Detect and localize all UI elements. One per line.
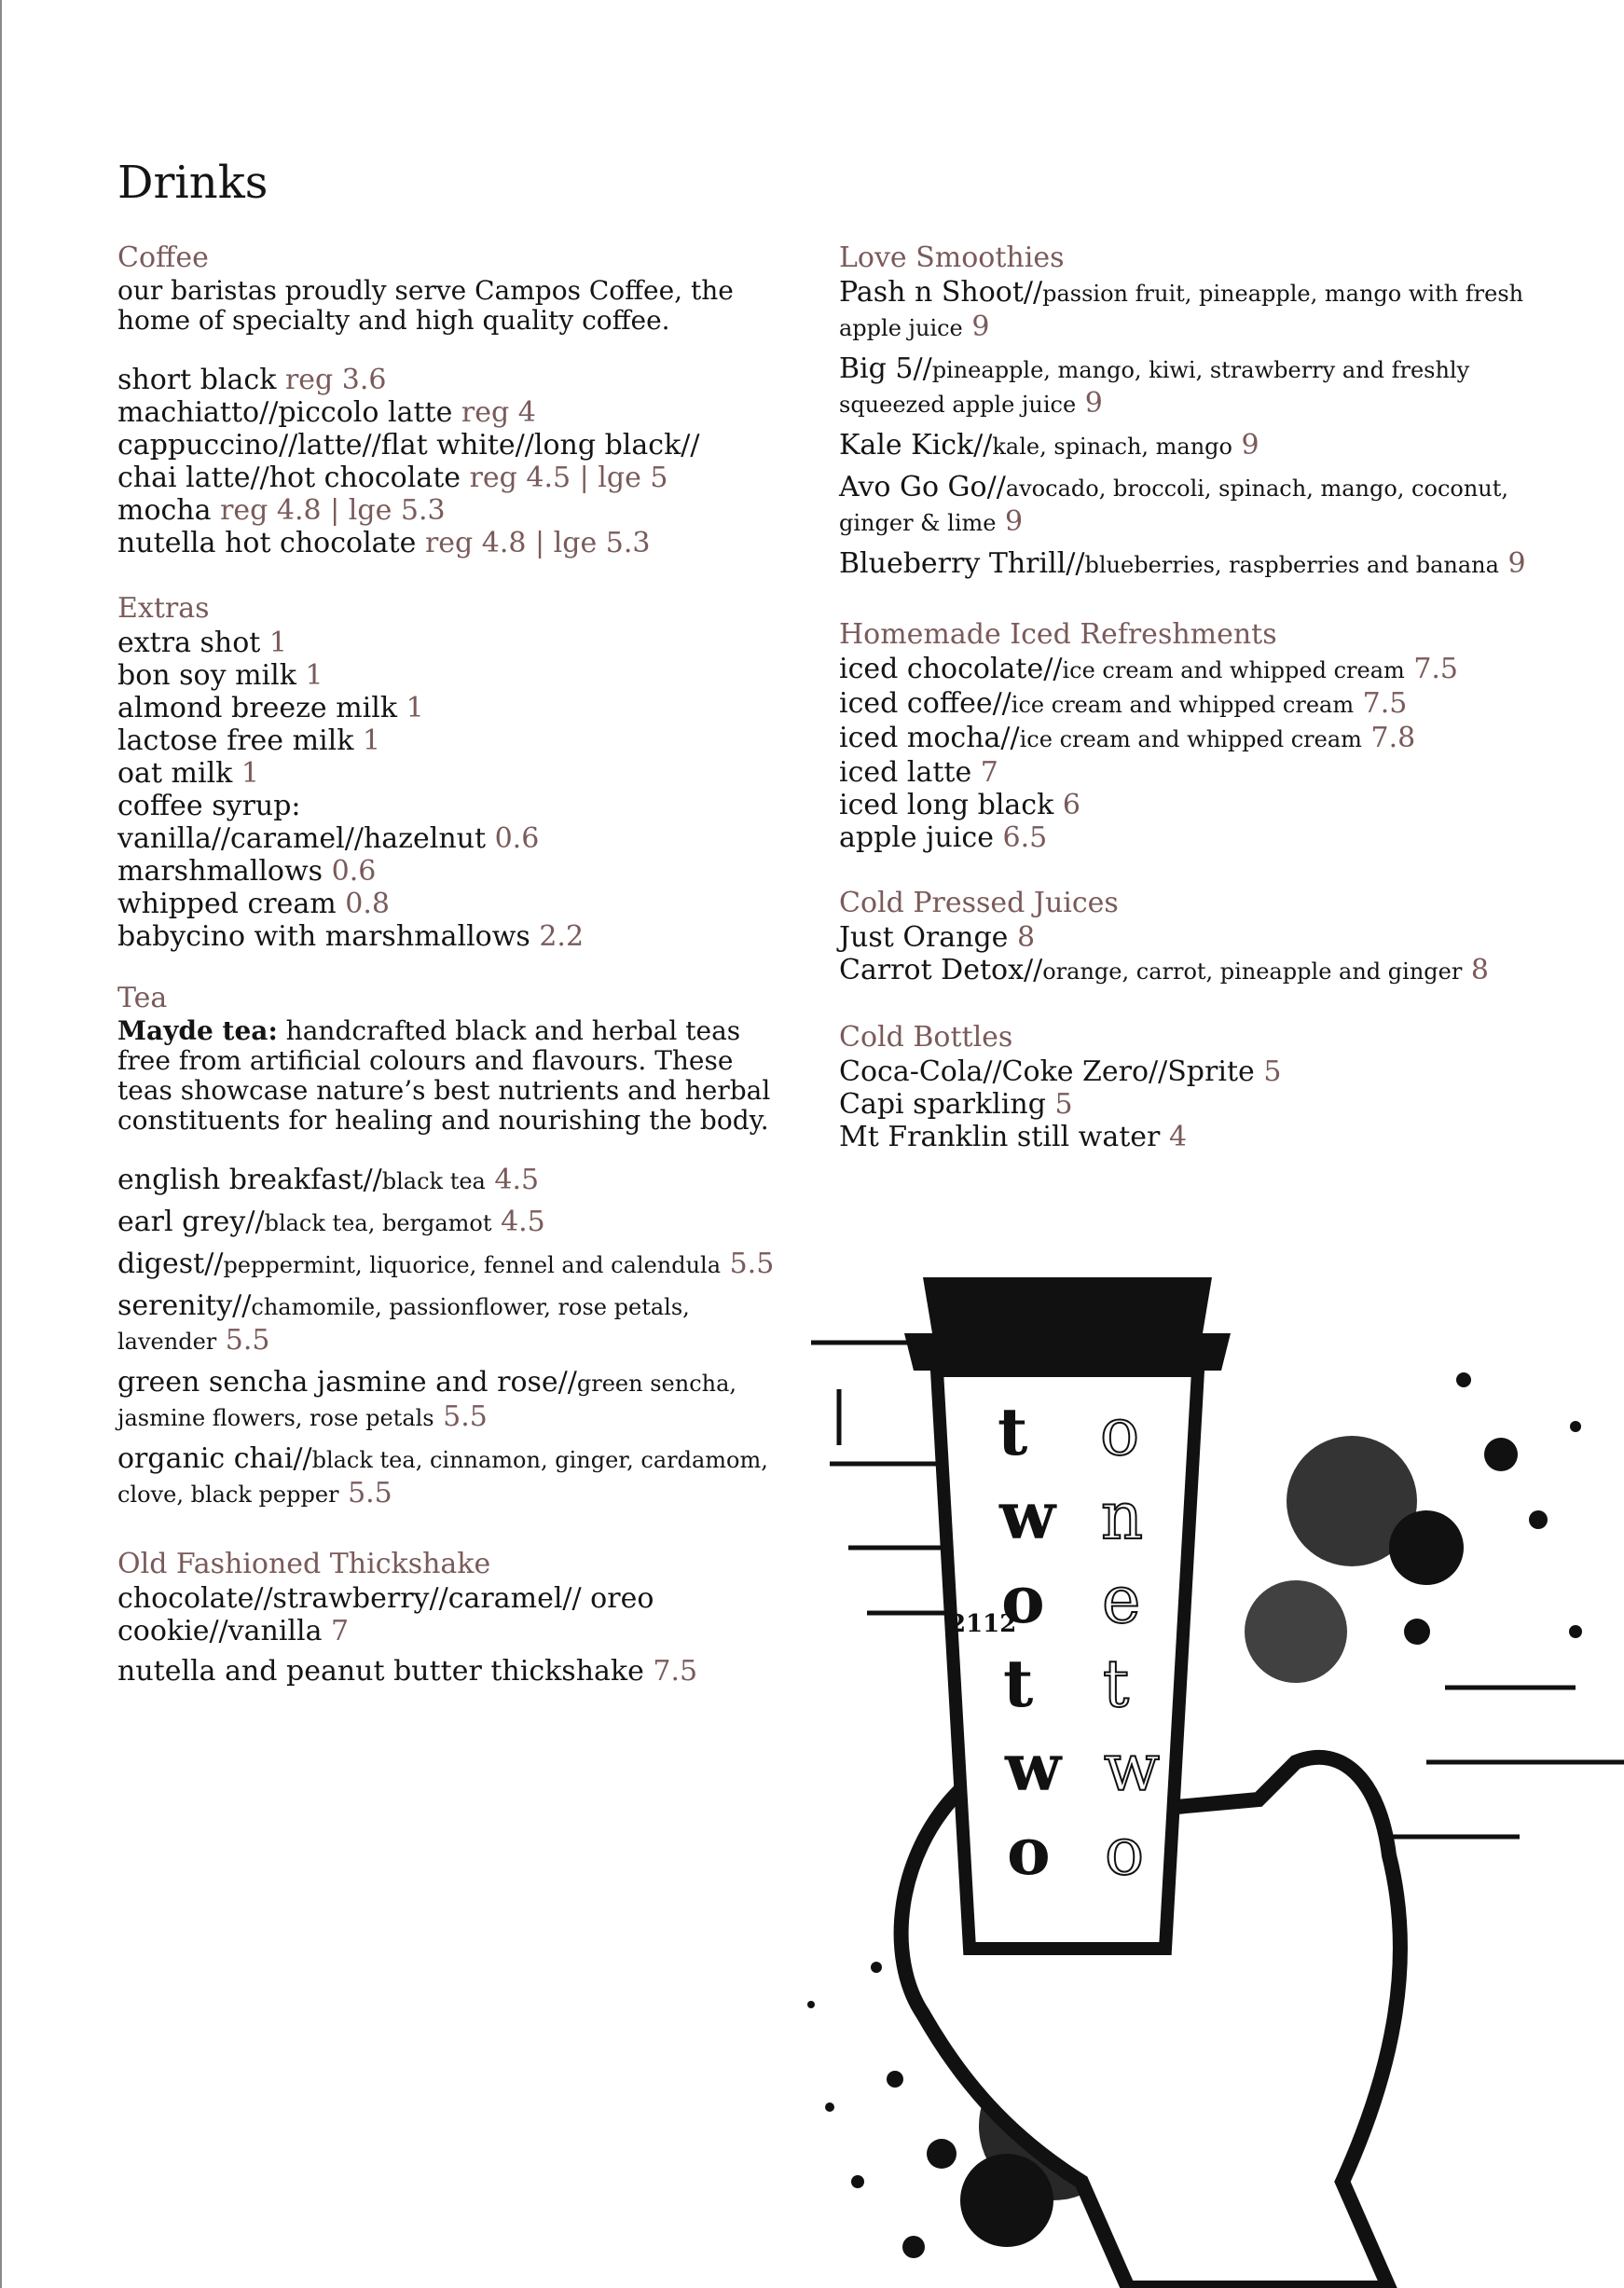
item-name: whipped cream: [117, 888, 337, 920]
menu-item: [839, 821, 1529, 854]
item-name: Just Orange: [839, 921, 1009, 954]
item-price: 2.2: [539, 920, 585, 953]
menu-item: [117, 888, 789, 920]
item-name: Carrot Detox//: [839, 954, 1043, 986]
item-description: black tea: [381, 1168, 486, 1194]
item-name: extra shot: [117, 627, 261, 659]
item-price: 7.5: [1413, 653, 1459, 685]
menu-item: [839, 954, 1529, 988]
coffee-list: [117, 364, 789, 559]
item-name: babycino with marshmallows: [117, 920, 530, 953]
menu-item: [117, 1655, 789, 1688]
item-name: bon soy milk: [117, 659, 296, 692]
item-price: 4: [1168, 1121, 1188, 1153]
tea-section: [117, 981, 789, 1511]
menu-item: [117, 1164, 789, 1198]
item-price: reg 3.6: [284, 364, 387, 396]
cup-letter: o: [1007, 1812, 1051, 1890]
menu-item: [117, 364, 789, 396]
item-price: 7.5: [1362, 687, 1408, 720]
coffee-section: [117, 241, 789, 559]
item-name: iced coffee//: [839, 687, 1012, 720]
menu-item: [839, 921, 1529, 954]
menu-item: [117, 724, 789, 757]
item-description: ice cream and whipped cream: [1019, 726, 1362, 752]
section-title: Coffee: [117, 241, 209, 274]
section-title: Love Smoothies: [839, 241, 1065, 274]
item-name: mocha: [117, 494, 212, 527]
item-name: apple juice: [839, 821, 994, 854]
item-price: 0.6: [494, 822, 540, 855]
item-price: 7.8: [1370, 722, 1416, 754]
extras-section: [117, 591, 789, 953]
item-price: reg 4.5 | lge 5: [469, 462, 668, 494]
item-price: 7: [331, 1615, 350, 1647]
menu-item: [117, 527, 789, 559]
item-name: lactose free milk: [117, 724, 354, 757]
menu-item: [117, 627, 789, 659]
section-title: Extras: [117, 592, 210, 625]
cup-badge: 2112: [949, 1610, 1017, 1638]
thickshake-section: [117, 1547, 789, 1688]
tea-intro-text: handcrafted black and herbal teas free from artificial colours and flavours. These teas showcase nature’s best nutrients and herbal constituents for healing and nourishing the body.: [117, 1015, 771, 1136]
item-name: Coca-Cola//Coke Zero//Sprite: [839, 1055, 1255, 1088]
tea-list: [117, 1164, 789, 1511]
item-description: kale, spinach, mango: [992, 434, 1232, 460]
item-price: 9: [971, 310, 990, 343]
item-name: almond breeze milk: [117, 692, 398, 724]
item-price: 5: [1054, 1088, 1073, 1121]
item-name: Mt Franklin still water: [839, 1121, 1161, 1153]
coffee-intro: our baristas proudly serve Campos Coffee, the home of specialty and high quality coffee.: [117, 275, 734, 336]
item-price: 9: [1084, 387, 1103, 420]
item-description: blueberries, raspberries and banana: [1084, 552, 1499, 578]
item-name: nutella hot chocolate: [117, 527, 417, 559]
left-column: [117, 241, 789, 1695]
section-title: Cold Pressed Juices: [839, 887, 1119, 919]
section-title: Cold Bottles: [839, 1021, 1013, 1054]
item-description: black tea, cinnamon, ginger, cardamom, clove, black pepper: [117, 1447, 768, 1508]
menu-item: [117, 1366, 789, 1435]
item-name: Kale Kick//: [839, 429, 993, 462]
menu-item: [117, 920, 789, 953]
menu-item: [117, 396, 789, 429]
menu-item: [839, 789, 1529, 821]
item-price: reg 4.8 | lge 5.3: [424, 527, 651, 559]
item-name: machiatto//piccolo latte: [117, 396, 453, 429]
item-price: 5.5: [443, 1400, 488, 1433]
cup-letter: t: [998, 1393, 1028, 1470]
item-price: 1: [362, 724, 381, 757]
item-name: coffee syrup:: [117, 790, 301, 822]
cup-letter: e: [1102, 1562, 1141, 1638]
item-name: Blueberry Thrill//: [839, 547, 1085, 580]
menu-item: [117, 822, 789, 855]
item-name: iced chocolate//: [839, 653, 1063, 685]
item-name: marshmallows: [117, 855, 323, 888]
extras-list: [117, 627, 789, 953]
item-price: 1: [268, 627, 287, 659]
item-price: 7.5: [653, 1655, 698, 1688]
item-price: 8: [1470, 954, 1489, 986]
item-price: 9: [1241, 429, 1259, 462]
section-title: Homemade Iced Refreshments: [839, 618, 1277, 651]
item-price: 7: [980, 756, 998, 789]
bottles-section: [839, 1020, 1529, 1153]
item-name: Avo Go Go//: [839, 471, 1006, 503]
menu-item: [117, 659, 789, 692]
menu-item: [839, 471, 1529, 540]
item-name: green sencha jasmine and rose//: [117, 1366, 577, 1399]
item-name: organic chai//: [117, 1442, 312, 1475]
item-description: passion fruit, pineapple, mango with fresh apple juice: [839, 281, 1524, 341]
item-price: 4.5: [494, 1164, 540, 1196]
item-price: 0.6: [331, 855, 377, 888]
page-edge-rule: [0, 0, 2, 2288]
right-column: [839, 241, 1529, 1153]
juices-section: [839, 886, 1529, 988]
item-name: earl grey//: [117, 1206, 265, 1238]
item-name: chocolate//strawberry//caramel// oreo cookie//vanilla: [117, 1582, 654, 1647]
menu-item: [117, 1206, 789, 1240]
section-title: Tea: [117, 982, 168, 1014]
menu-item: [117, 462, 789, 494]
menu-item: [839, 276, 1529, 345]
menu-item: [117, 1582, 789, 1647]
item-price: 6: [1062, 789, 1080, 821]
item-price: 5.5: [225, 1324, 270, 1357]
menu-item: [117, 429, 789, 462]
tea-intro: [117, 1016, 789, 1136]
item-name: iced latte: [839, 756, 972, 789]
section-title: Old Fashioned Thickshake: [117, 1548, 491, 1580]
thickshake-list: [117, 1582, 789, 1688]
menu-item: [839, 687, 1529, 722]
menu-item: [839, 429, 1529, 463]
cup-letter: w: [1005, 1729, 1062, 1806]
menu-item: [839, 1088, 1529, 1121]
item-description: chamomile, passionflower, rose petals, lavender: [117, 1294, 690, 1355]
item-name: vanilla//caramel//hazelnut: [117, 822, 487, 855]
smoothies-list: [839, 276, 1529, 582]
item-price: 9: [1005, 505, 1024, 538]
hand-holding-coffee-cup-icon: [774, 1240, 1624, 2288]
item-description: green sencha, jasmine flowers, rose petals: [117, 1371, 737, 1431]
item-name: short black: [117, 364, 277, 396]
item-price: 1: [406, 692, 424, 724]
item-price: 1: [305, 659, 323, 692]
cup-letter: t: [1003, 1645, 1034, 1722]
item-price: 0.8: [345, 888, 390, 920]
item-description: avocado, broccoli, spinach, mango, coconut, ginger & lime: [839, 476, 1509, 536]
menu-item: [839, 653, 1529, 687]
item-price: 8: [1016, 921, 1036, 954]
item-name: iced long black: [839, 789, 1054, 821]
item-name: Capi sparkling: [839, 1088, 1046, 1121]
page-title: Drinks: [117, 157, 268, 209]
item-name: nutella and peanut butter thickshake: [117, 1655, 644, 1688]
cup-letter: o: [1105, 1813, 1145, 1890]
item-price: 9: [1507, 547, 1526, 580]
cup-letter: w: [1104, 1730, 1160, 1806]
item-price: 4.5: [501, 1206, 545, 1238]
item-price: reg 4.8 | lge 5.3: [220, 494, 446, 527]
cup-letter: t: [1103, 1646, 1130, 1722]
cup-letter: n: [1101, 1478, 1144, 1554]
bottles-list: [839, 1055, 1529, 1153]
menu-item: [117, 692, 789, 724]
item-description: pineapple, mango, kiwi, strawberry and freshly squeezed apple juice: [839, 357, 1470, 418]
item-name: serenity//: [117, 1289, 252, 1322]
iced-list: [839, 653, 1529, 854]
item-name: Pash n Shoot//: [839, 276, 1043, 309]
tea-brand: Mayde tea:: [117, 1015, 278, 1046]
item-price: 5.5: [729, 1247, 775, 1280]
cup-letter: o: [1001, 1561, 1045, 1638]
item-description: peppermint, liquorice, fennel and calendula: [223, 1252, 722, 1278]
iced-section: [839, 617, 1529, 854]
menu-item: [839, 547, 1529, 582]
item-price: 5: [1263, 1055, 1282, 1088]
smoothies-section: [839, 241, 1529, 582]
menu-item: [839, 722, 1529, 756]
juices-list: [839, 921, 1529, 988]
cup-letter: o: [1100, 1394, 1140, 1470]
item-name: Big 5//: [839, 352, 932, 385]
menu-item: [839, 1055, 1529, 1088]
menu-item: [839, 1121, 1529, 1153]
item-name: chai latte//hot chocolate: [117, 462, 461, 494]
item-description: ice cream and whipped cream: [1011, 692, 1355, 718]
menu-item: [117, 855, 789, 888]
item-price: 6.5: [1002, 821, 1048, 854]
item-name: digest//: [117, 1247, 224, 1280]
item-description: orange, carrot, pineapple and ginger: [1042, 958, 1463, 985]
item-price: 5.5: [348, 1477, 392, 1509]
cup-letter: w: [999, 1477, 1056, 1554]
menu-item: [117, 757, 789, 790]
item-name: iced mocha//: [839, 722, 1020, 754]
menu-item: [117, 790, 789, 822]
menu-item: [839, 756, 1529, 789]
item-name: oat milk: [117, 757, 233, 790]
item-description: black tea, bergamot: [264, 1210, 492, 1236]
item-description: ice cream and whipped cream: [1062, 657, 1405, 683]
menu-item: [117, 1247, 789, 1282]
item-price: reg 4: [461, 396, 536, 429]
menu-item: [839, 352, 1529, 421]
menu-item: [117, 1289, 789, 1358]
item-price: 1: [241, 757, 259, 790]
menu-item: [117, 1442, 789, 1511]
item-name: cappuccino//latte//flat white//long black//: [117, 429, 700, 462]
menu-item: [117, 494, 789, 527]
item-name: english breakfast//: [117, 1164, 382, 1196]
